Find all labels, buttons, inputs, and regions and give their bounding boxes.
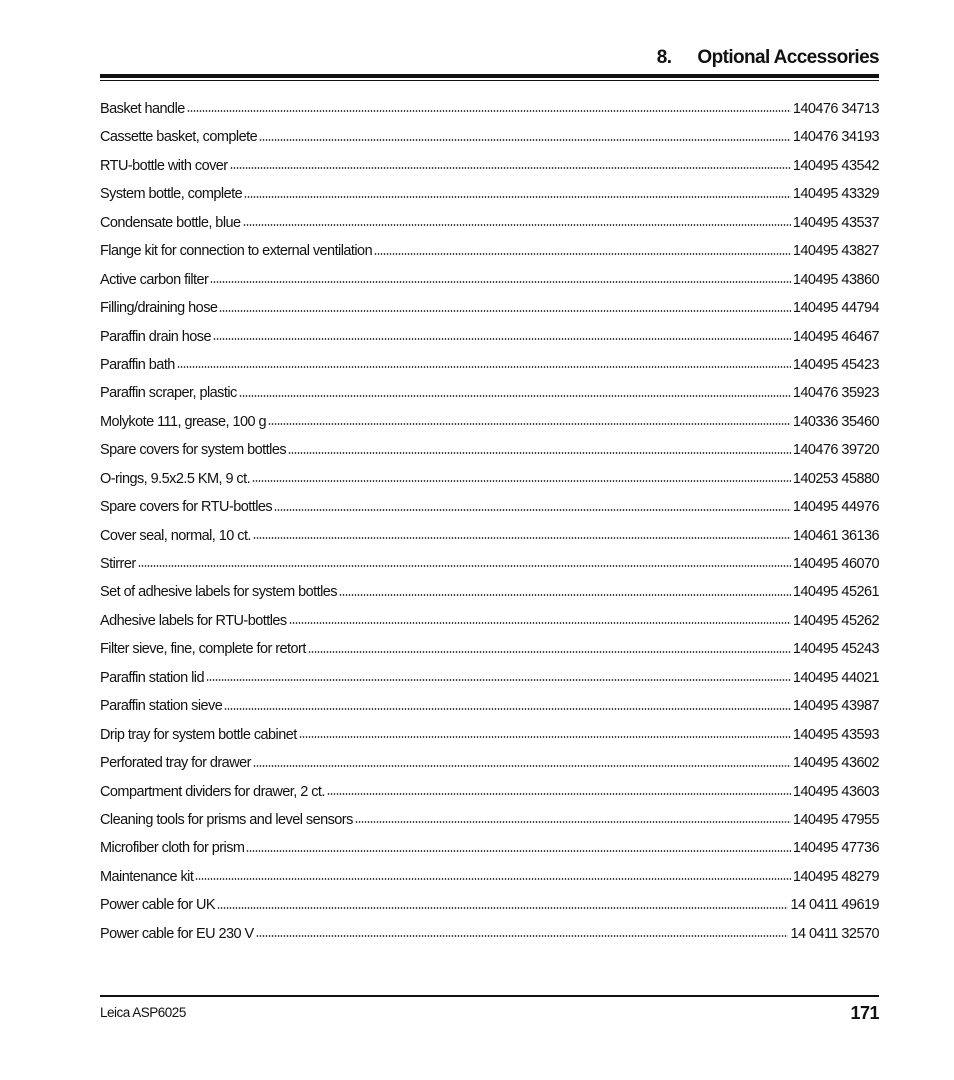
accessory-name: Paraffin station sieve bbox=[100, 698, 223, 715]
list-item bbox=[100, 465, 879, 493]
list-item bbox=[100, 778, 879, 806]
order-number: 140495 47955 bbox=[792, 811, 879, 828]
list-item bbox=[100, 436, 879, 464]
list-item bbox=[100, 493, 879, 521]
list-item bbox=[100, 95, 879, 123]
order-number: 140476 35923 bbox=[792, 385, 879, 402]
accessory-name: Basket handle bbox=[100, 101, 185, 117]
order-number: 140495 44794 bbox=[792, 300, 879, 317]
order-number: 140495 43827 bbox=[792, 243, 879, 260]
list-item bbox=[100, 721, 879, 749]
list-item bbox=[100, 550, 879, 578]
list-item bbox=[100, 266, 879, 294]
accessory-name: Drip tray for system bottle cabinet bbox=[100, 726, 297, 743]
accessory-name: Paraffin scraper, plastic bbox=[100, 385, 237, 402]
dot-leader bbox=[217, 907, 788, 909]
order-number: 140495 45243 bbox=[792, 641, 879, 658]
order-number: 140495 43593 bbox=[792, 726, 879, 743]
order-number: 140495 45423 bbox=[792, 356, 879, 373]
dot-leader bbox=[268, 423, 791, 425]
order-number: 140495 43542 bbox=[792, 157, 879, 174]
accessory-name: Power cable for UK bbox=[100, 897, 216, 914]
order-number: 140495 47736 bbox=[792, 840, 879, 857]
order-number: 140476 34193 bbox=[792, 129, 879, 146]
order-number: 140476 34713 bbox=[792, 101, 879, 117]
dot-leader bbox=[374, 253, 791, 255]
order-number: 140495 43860 bbox=[792, 271, 879, 288]
accessory-name: Cover seal, normal, 10 ct. bbox=[100, 527, 251, 544]
dot-leader bbox=[239, 395, 791, 397]
dot-leader bbox=[138, 565, 791, 567]
list-item bbox=[100, 578, 879, 606]
accessory-name: Perforated tray for drawer bbox=[100, 755, 251, 772]
dot-leader bbox=[355, 821, 791, 823]
order-number: 140495 43603 bbox=[792, 783, 879, 800]
accessory-name: Compartment dividers for drawer, 2 ct. bbox=[100, 783, 325, 800]
list-item bbox=[100, 180, 879, 208]
dot-leader bbox=[299, 736, 791, 738]
accessory-name: Paraffin drain hose bbox=[100, 328, 212, 345]
header-rule-thin bbox=[100, 80, 879, 81]
list-item bbox=[100, 237, 879, 265]
dot-leader bbox=[252, 480, 791, 482]
order-number: 140461 36136 bbox=[792, 527, 879, 544]
dot-leader bbox=[308, 651, 791, 653]
accessory-name: Filter sieve, fine, complete for retort bbox=[100, 641, 306, 658]
order-number: 140495 43537 bbox=[792, 214, 879, 231]
list-item bbox=[100, 123, 879, 151]
dot-leader bbox=[206, 679, 791, 681]
order-number: 140495 46467 bbox=[792, 328, 879, 345]
dot-leader bbox=[230, 167, 791, 169]
list-item bbox=[100, 635, 879, 663]
accessory-name: Filling/draining hose bbox=[100, 300, 218, 317]
dot-leader bbox=[253, 765, 791, 767]
page-number: 171 bbox=[850, 1003, 879, 1023]
list-item bbox=[100, 834, 879, 862]
order-number: 140495 45261 bbox=[792, 584, 879, 601]
order-number: 140476 39720 bbox=[792, 442, 879, 459]
accessory-name: Set of adhesive labels for system bottles bbox=[100, 584, 337, 601]
dot-leader bbox=[256, 935, 789, 937]
list-item bbox=[100, 294, 879, 322]
dot-leader bbox=[195, 878, 791, 880]
footer-rule bbox=[100, 995, 879, 997]
order-number: 140495 48279 bbox=[792, 868, 879, 885]
order-number: 140336 35460 bbox=[792, 413, 879, 430]
list-item bbox=[100, 408, 879, 436]
list-item bbox=[100, 323, 879, 351]
dot-leader bbox=[288, 452, 791, 454]
order-number: 140495 45262 bbox=[792, 612, 879, 629]
list-item bbox=[100, 891, 879, 919]
accessory-name: Active carbon filter bbox=[100, 271, 209, 288]
order-number: 140495 44021 bbox=[792, 669, 879, 686]
list-item bbox=[100, 692, 879, 720]
list-item bbox=[100, 920, 879, 948]
order-number: 14 0411 49619 bbox=[790, 897, 879, 914]
accessory-name: Power cable for EU 230 V bbox=[100, 925, 254, 942]
order-number: 140495 43329 bbox=[792, 186, 879, 203]
dot-leader bbox=[187, 110, 791, 112]
page-footer bbox=[100, 995, 879, 1035]
dot-leader bbox=[339, 594, 791, 596]
section-heading bbox=[657, 47, 879, 69]
accessory-name: Maintenance kit bbox=[100, 868, 194, 885]
dot-leader bbox=[210, 281, 791, 283]
order-number: 140495 43602 bbox=[792, 755, 879, 772]
header-rule-thick bbox=[100, 74, 879, 78]
accessory-name: Cleaning tools for prisms and level sensors bbox=[100, 811, 353, 828]
dot-leader bbox=[246, 850, 790, 852]
list-item bbox=[100, 607, 879, 635]
list-item bbox=[100, 863, 879, 891]
dot-leader bbox=[274, 509, 791, 511]
accessory-name: O-rings, 9.5x2.5 KM, 9 ct. bbox=[100, 470, 251, 487]
dot-leader bbox=[289, 622, 791, 624]
order-number: 140253 45880 bbox=[792, 470, 879, 487]
list-item bbox=[100, 379, 879, 407]
accessory-name: System bottle, complete bbox=[100, 186, 243, 203]
dot-leader bbox=[243, 224, 791, 226]
list-item bbox=[100, 152, 879, 180]
list-item bbox=[100, 351, 879, 379]
accessory-name: Condensate bottle, blue bbox=[100, 214, 241, 231]
order-number: 140495 46070 bbox=[792, 556, 879, 572]
dot-leader bbox=[327, 793, 791, 795]
order-number: 140495 44976 bbox=[792, 499, 879, 516]
dot-leader bbox=[177, 366, 791, 368]
list-item bbox=[100, 664, 879, 692]
dot-leader bbox=[259, 139, 791, 141]
accessory-name: Paraffin station lid bbox=[100, 669, 204, 686]
order-number: 140495 43987 bbox=[792, 698, 879, 715]
list-item bbox=[100, 522, 879, 550]
accessory-name: RTU-bottle with cover bbox=[100, 157, 228, 174]
list-item bbox=[100, 749, 879, 777]
dot-leader bbox=[253, 537, 791, 539]
accessory-name: Stirrer bbox=[100, 556, 136, 572]
accessory-name: Cassette basket, complete bbox=[100, 129, 258, 146]
dot-leader bbox=[224, 708, 791, 710]
page-header bbox=[100, 44, 879, 84]
section-number: 8. bbox=[656, 47, 672, 68]
accessory-name: Adhesive labels for RTU-bottles bbox=[100, 612, 287, 629]
dot-leader bbox=[244, 196, 791, 198]
list-item bbox=[100, 209, 879, 237]
dot-leader bbox=[219, 310, 790, 312]
accessory-list bbox=[100, 95, 879, 948]
section-title: Optional Accessories bbox=[697, 47, 879, 68]
accessory-name: Spare covers for system bottles bbox=[100, 442, 287, 459]
order-number: 14 0411 32570 bbox=[790, 925, 879, 942]
accessory-name: Microfiber cloth for prism bbox=[100, 840, 245, 857]
accessory-name: Flange kit for connection to external ventilation bbox=[100, 243, 373, 260]
accessory-name: Paraffin bath bbox=[100, 356, 175, 373]
accessory-name: Molykote 111, grease, 100 g bbox=[100, 413, 266, 430]
product-name: Leica ASP6025 bbox=[100, 1005, 186, 1020]
accessory-name: Spare covers for RTU-bottles bbox=[100, 499, 273, 516]
dot-leader bbox=[213, 338, 791, 340]
list-item bbox=[100, 806, 879, 834]
